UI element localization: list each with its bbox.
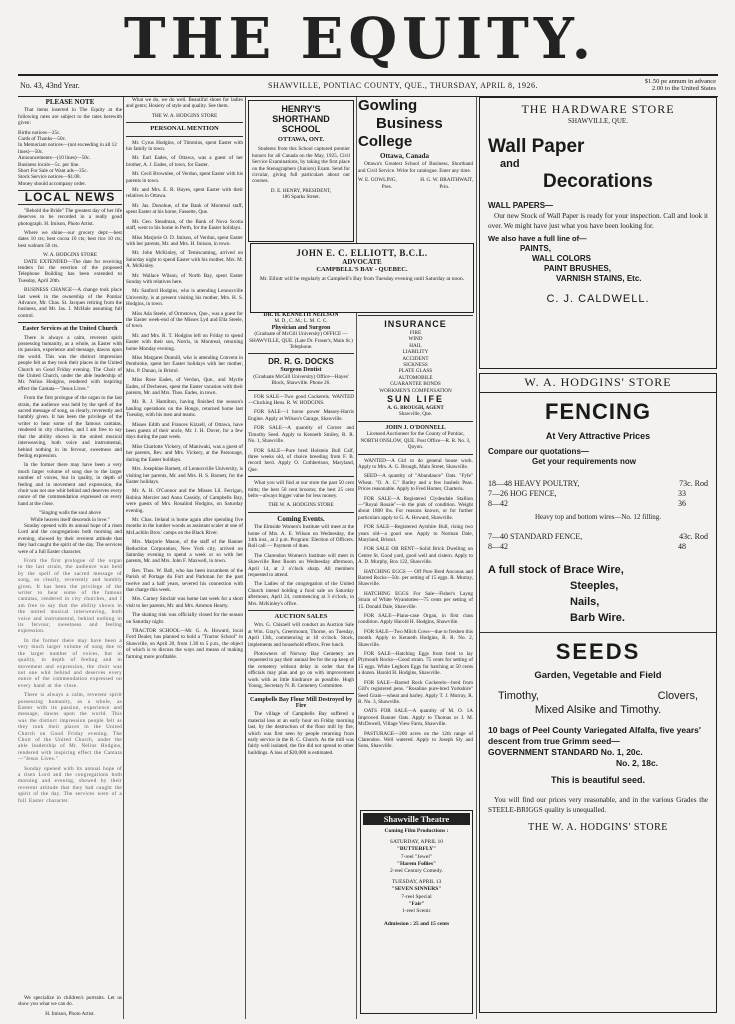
fence-price: 73c. Rod [679, 479, 708, 488]
fence-price: 48 [678, 542, 686, 551]
classified-ad: HATCHING EGGS For Sale—Fisher's Layng Strain of White Wyandottes—75 cents per setting of 15. Donald Dale, Shawville. [358, 590, 473, 610]
theatre-film-detail: 2-reel Century Comedy. [390, 868, 443, 875]
insurance-heading: INSURANCE [384, 319, 447, 329]
news-item: DATE EXTENDED—The date for receiving tenders for the erection of the proposed Telephone Building has been extended to Tuesday, April 20th. [18, 258, 122, 284]
full-line-label: We also have a full line of— [488, 234, 587, 243]
shawville-theatre-ad [360, 810, 473, 1014]
article-paragraph: From the first prologue of the organ to the last strain, the audience was held by the spell of the sacred message of song, so clearly, reverently and humbly given. It has been the privilege of the writer to hear some of the famous cantatas, rendered in city churches, and I am free to say that the ability shown in the united musical interweaving, both voice and instrumental, behind nothing in its fervour, sweetness and feeling expression. [18, 395, 122, 459]
personal-item: Mr. Cyrus Hodgins, of Timmins, spent Easter with his family in town. [126, 139, 243, 153]
gowling-title-3: College [358, 133, 413, 150]
insurance-type: AUTOMOBILE [398, 374, 433, 381]
issue-number: No. 43, 43nd Year. [20, 81, 80, 90]
event-item: The Clarendon Women's Institute will meet in Shawville Rest Room on Wednesday afternoon, April 14, at 2 o'clock sharp. All members requested to attend. [248, 552, 354, 578]
subscription-rate-us: 2.00 to the United States [651, 85, 716, 92]
fence-price: 36 [678, 499, 686, 508]
store-ad-signature: THE W. A. HODGINS STORE [151, 112, 218, 119]
fence-spec: 8—42 [488, 499, 508, 508]
gowling-pres-label: Pres. [381, 183, 392, 190]
classified-ad: FOR SALE—Two good Cockerels. WANTED—Clucking Hens. R. W. HODGINS. [248, 393, 354, 407]
article-paragraph: There is always a calm, reverent spirit possessing humanity, as a whole, as Easter with its passion, experience and message, dawns upon the world. This was the distinct impression people felt as they took their places in the United Church on Good Friday evening. The Choir of the United Church, under the able leadership of Mr. Nelius Hodgins, rendered with inspiring effect the Cantata—"Jesus Lives." [18, 692, 122, 763]
gowling-place: Ottawa, Canada [380, 152, 430, 160]
article-paragraph: In the former there may have been a very much larger volume of song due to the larger number of voices, but in quality, in depth of feeling and in movement and expression, the choir was not one whit behind and deserves every ounce of the commendation expressed on every hand at the close. [18, 637, 122, 689]
easter-services-heading: Easter Services at the United Church [22, 326, 118, 333]
column-2 [126, 97, 243, 1019]
portrait-ad [18, 995, 122, 1017]
fence-price: 33 [678, 489, 686, 498]
news-item: BUSINESS CHANGE—A change took place last week in the ownership of the Pontiac Advance, Mr. Chas. St. Jacques retiring from the business, and Mr. Jas. J. McHale assuming full control. [18, 287, 122, 319]
insurance-type: PLATE GLASS [398, 368, 433, 375]
wall-papers-label: WALL PAPERS— [488, 201, 554, 210]
henrys-place: OTTAWA, ONT. [277, 136, 325, 143]
gowling-titles [358, 184, 473, 190]
poem-line: "Singing walls the soul above [39, 510, 101, 517]
coming-events-heading: Coming Events. [277, 514, 325, 523]
article-paragraph: Sunday opened with its annual hope of a risen Lord and the congregations both morning and evening, showed by their reverent attitude that they had caught the spirit of the day. The services were of a full Easter character. [18, 522, 122, 555]
alfalfa-note: 10 bags of Peel County Variegated Alfalfa, five years' descent from true Grimm seed— [488, 725, 701, 746]
caldwell-signature: C. J. CALDWELL. [546, 293, 650, 305]
column-rule [123, 97, 124, 1019]
insurance-type: ACCIDENT [402, 355, 429, 362]
nails-line: Nails, [570, 596, 600, 608]
gowling-principal: H. G. W. BRAITHWAIT, [420, 177, 473, 184]
classified-ad: FOR SALE—Two Milch Cows—due to freshen this month. Apply to Kenneth Hodgins, R. R. No. 2, Shawville. [358, 628, 473, 648]
elliott-name: JOHN E. C. ELLIOTT, B.C.L. [296, 248, 428, 258]
divider [18, 322, 122, 323]
article-paragraph: There is always a calm, reverent spirit possessing humanity, as a whole, as Easter with its passion, experience and message, dawns upon the world. This was the distinct impression people felt as they took their places in the United Church on Good Friday evening. The Choir of the United Church, under the able leadership of Mr. Nelius Hodgins, rendered with inspiring effect the Cantata—"Jesus Lives." [18, 334, 122, 392]
paint-item: PAINT BRUSHES, [544, 264, 611, 273]
neilson-info: (Graduate of McGill University) OFFICE — SHAWVILLE, QUE. (Late Dr. Fraser's, Main St.) Telephone. [249, 331, 353, 351]
theatre-film-detail: 1-reel Scenic [402, 908, 431, 915]
place-date: SHAWVILLE, PONTIAC COUNTY, QUE., THURSDAY, APRIL 8, 1926. [268, 81, 538, 90]
personal-item: Mr. Wallace Wilson, of North Bay, spent Easter Sunday with relatives here. [126, 272, 243, 285]
hodgins-store-title: W. A. HODGINS' STORE [480, 374, 716, 393]
divider [248, 353, 354, 354]
fence-row [488, 479, 708, 489]
rate-item: In Memoriam notices—(not exceeding in all 12 lines)—50c. [18, 142, 117, 155]
personal-item: Miss Marjorie O. D. Imison, of Verdun, spent Easter with her parents, Mr. and Mrs. H. Imison, in town. [126, 234, 243, 247]
classified-ad: FOR SALE—A Registered Clydesdale Stallion—"Royal Rosaie"—in the pink of condition. Weight about 1800 lbs. For reasons known, or for further particulars apply to G. A. Howard, Shawville. [358, 495, 473, 521]
elliott-role: ADVOCATE [342, 258, 382, 266]
theatre-day: SATURDAY, APRIL 10 [389, 839, 444, 846]
auction-item: Plotowners of Norway Bay Cemetery are requested to pay their annual fee for the up keep of the cemetery without delay in order that the officials may plan and go on with improvement work with as little hindrance as possible. Hugh Young, Secretary N. B. Cemetery Committee. [248, 651, 354, 690]
hardware-store-ad [479, 97, 717, 369]
docks-card [248, 357, 354, 386]
neilson-degrees: M. D., C. M.; L. M. C. C. [274, 318, 328, 325]
classified-ad: OATS FOR SALE—A quantity of M. O. 1A Improved Banner Oats. Apply to Thomas or J. M. McDowell, Village View Farm, Shawville. [358, 708, 473, 728]
theatre-film-detail: 7-reel Special [401, 893, 432, 900]
wall-paper-title: Wall Paper [488, 136, 585, 157]
fence-spec: 8—42 [488, 542, 508, 551]
classified-ad: FOR SALE OR RENT—Solid Brick Dwelling on Centre St. Good yard, good well and cistern. Apply to A. D. Murphy, Box 122, Shawville. [358, 546, 473, 566]
divider [248, 476, 354, 477]
theatre-subtitle: Coming Film Productions : [384, 828, 449, 834]
fence-spec: 7—26 HOG FENCE, [488, 489, 557, 498]
hodgins-signature: THE W. A. HODGINS' STORE [528, 822, 668, 833]
classified-ad: WANTED—A Girl to do general house work. Apply to Mrs. A. G. Brough, Main Street, Shawville. [358, 457, 473, 470]
divider [126, 136, 243, 137]
paint-item: VARNISH STAINS, Etc. [556, 274, 642, 283]
personal-item: TRACTOR SCHOOL—Mr. G. A. Howard, local Ford Dealer, has planned to hold a "Tractor School" in Shawville, on April 20, from 1.30 to 5 p.m., the object of which is to discuss the ways and means of making farming more profitable. [126, 628, 243, 660]
seeds-note: You will find our prices very reasonable, and in the various Grades the STEELE-BRIGGS quality is unequalled. [488, 796, 708, 814]
odonnell-body: Licensed Auctioneer for the County of Pontiac, NORTH ONSLOW, QUE. Post Office—R. R. No. 3, Quyon. [360, 431, 471, 451]
article-paragraph: The village of Campbells Bay suffered a material loss at an early hour on Friday morning last, by the destruction of the flour mill by fire, which was first seen by people returning from early service in the R. C. Church. As the mill was fairly well isolated, the fire did not spread to other buildings. A loss of $20,000 is estimated. [248, 711, 354, 756]
rates-intro: That items inserted in The Equity at the following rates are subject to the rates herewith given: [18, 107, 122, 127]
rate-item: Business locals—5c. per line. [18, 161, 80, 168]
personal-item: Miss Rose Eades, of Verdun, Que., and Myrtle Eades, of Dechenes, spent the Easter vacation with their parents, Mr. and Mrs. Thos. Eades, in town. [126, 377, 243, 397]
portrait-ad-signature: H. Imison, Photo Artist. [45, 1010, 95, 1017]
rate-item: Births notices—25c. [18, 129, 61, 136]
divider [358, 421, 473, 422]
local-news-heading: LOCAL NEWS [24, 190, 116, 205]
paint-item: WALL COLORS [532, 254, 591, 263]
henrys-body: Students from this School captured premier honors for all Canada on the May, 1925, Civil Service Examinations, by taking the first place on the Stenographers (Juniors) Exam. Send for circular, giving full particulars about our courses. [252, 146, 350, 185]
insurance-type: HAIL [409, 342, 422, 349]
hardware-store-place: SHAWVILLE, QUE. [568, 117, 628, 125]
fence-row [488, 499, 708, 509]
hardware-store-title: THE HARDWARE STORE [521, 102, 675, 116]
rate-item: Cards of Thanks—50c. [18, 136, 67, 143]
henrys-signature: D. E. HENRY, PRESIDENT, [270, 187, 332, 194]
classified-ad: FOR SALE—Piano-case Organ, in first class condition. Apply Harold H. Hodgins, Shawville. [358, 613, 473, 626]
personal-item: Mr. A. H. O'Connor and the Misses Lil. Ferrigan, Robina Mercier and Anna Cassidy, of Campbells Bay, were guests of Mrs. Rosalind Hodgins, on Saturday evening. [126, 488, 243, 514]
personal-item: Miss Charlotte Vickery, of Maniwaki, was a guest of her parents, Rev. and Mrs. Vickery, at the Parsonage, during the Easter holidays. [126, 443, 243, 463]
personal-item: Mr. Cecil Brownlee, of Verdun, spent Easter with his parents in town. [126, 171, 243, 184]
gowling-ad [358, 97, 473, 235]
classified-ad: PASTURAGE—200 acres on the 12th range of Clarendon. Well watered. Apply to Joseph Sly and Sons, Shawville. [358, 730, 473, 750]
divider [480, 632, 716, 633]
insurance-agent: A. G. BROUGH, AGENT [387, 405, 444, 412]
article-paragraph: In the former there may have been a very much larger volume of song due to the larger number of voices, but in quality, in depth of feeling and in movement and expression, the choir was not one whit behind and deserves every ounce of the commendation expressed on every hand at the close. [18, 462, 122, 507]
column-3-lower [248, 312, 354, 1019]
personal-mention-heading: PERSONAL MENTION [150, 125, 219, 133]
poem-line: While heaven itself descends in love." [30, 516, 110, 523]
divider [248, 693, 354, 694]
wall-paper-and: and [500, 158, 520, 170]
government-standard-1: GOVERNMENT STANDARD No. 1, 20c. [488, 747, 643, 757]
personal-item: Mr. Chas. Ireland is home again after spending five months in the lumber woods as assistant scaler at one of McLachlin Bros.' camps on the Black River. [126, 516, 243, 536]
insurance-ad [358, 319, 473, 418]
portrait-ad-text: We specialize in children's portraits. Let us show you what we can do. [18, 994, 122, 1008]
rates-list [18, 130, 122, 188]
gowling-body: Ottawa's Greatest School of Business, Shorthand and Civil Service. Write for catalogue. Enter any time. [358, 161, 473, 174]
docks-info: (Graduate McGill University) Office—Hayes' Block, Shawville. Phone 26. [253, 373, 349, 387]
government-standard-2: No. 2, 18c. [616, 758, 659, 768]
classified-ad: FOR SALE—1 horse power Massey-Harris Engine. Apply at Wilson's Garage, Shawville. [248, 409, 354, 422]
divider [358, 315, 473, 316]
personal-item: Misses Edith and Frances Kizzell, of Ottawa, have been guests of their uncle, Mr. J. H. Dover, for a few days during the past week. [126, 421, 243, 441]
odonnell-name: JOHN J. O'DONNELL [385, 424, 446, 431]
fence-note: Heavy top and bottom wires—No. 12 filling. [535, 513, 661, 521]
insurance-type: FIRE [409, 330, 422, 336]
classified-ad: FOR SALE—Hatching Eggs from bred to lay Plymouth Rocks—Good strain. 75 cents for setting of 15 eggs. White Leghorn Eggs for hatching at 50 cents a dozen. Harold H. Hodgins, Shawville. [358, 651, 473, 677]
theatre-film: "BUTTERFLY" [396, 846, 437, 853]
divider [248, 512, 354, 513]
docks-name: DR. R. G. DOCKS [268, 357, 334, 367]
store-ad: What you will find at our store the past 50 cent mitts; the best 50 cent brooms; the best 25 cent belts—always bigger value for less money. [248, 480, 354, 499]
column-rule [356, 97, 357, 1019]
brace-wire-line: A full stock of Brace Wire, [488, 564, 624, 576]
personal-item: Mr. Sanford Hodgins, who is attending Lennoxville University, is at present visiting his mother, Mrs. H. S. Hodgins, in town. [126, 288, 243, 308]
column-5 [479, 97, 717, 1019]
please-note-heading: PLEASE NOTE [45, 98, 95, 106]
flour-mill-heading: Campbells Bay Flour Mill Destroyed by Fire [250, 696, 352, 709]
personal-item: Miss Ada Steele, of Ormstown, Que., was a guest for the Easter week-end of the Misses Lyd and Ella Steele, of town. [126, 310, 243, 330]
personal-item: Mr. Earl Eades, of Ottawa, was a guest of her brother, A. J. Eades, of town, for Easter. [126, 155, 243, 168]
neilson-name: DR. H. KENNETH NEILSON [263, 312, 339, 318]
divider [248, 390, 354, 391]
compare-quotations: Compare our quotations— [488, 447, 589, 456]
seed-item-mixed: Mixed Alsike and Timothy. [534, 704, 662, 716]
insurance-type: SICKNESS [403, 362, 428, 369]
fencing-title: FENCING [545, 399, 651, 424]
masthead-title: THE EQUITY. [123, 6, 597, 72]
rate-item: Announcements—(10 lines)—50c. [18, 155, 91, 162]
henrys-address: 186 Sparks Street. [282, 194, 320, 201]
store-ad: What we do, we do well. Beautiful shoes for ladies and gents; Hosiery of style and quality. See them. [126, 97, 243, 110]
event-item: The Ladies of the congregation of the United Church intend holding a food sale on Saturday afternoon, April 24, commencing at 3 o'clock, in Mrs. McKinley's office. [248, 581, 354, 607]
fencing-subtitle: At Very Attractive Prices [545, 431, 651, 441]
personal-item: Rev. Thos. W. Ball, who has been incumbent of the Parish of Portage du Fort and Parkman for the past twelve and a half years, severed his connection with that charge this week. [126, 567, 243, 593]
elliott-place: CAMPBELL'S BAY - QUEBEC. [316, 266, 408, 273]
paint-item: PAINTS, [520, 244, 551, 253]
insurance-type: WIND [408, 336, 423, 343]
neilson-role: Physician and Surgeon [271, 324, 331, 331]
seeds-subtitle: Garden, Vegetable and Field [534, 670, 662, 681]
subscription-rates [645, 78, 716, 92]
rate-item: Stock Service notices—$1.00. [18, 174, 81, 181]
store-ad-signature: THE W. A. HODGINS STORE [268, 502, 334, 509]
gowling-president: W. E. GOWLING, [358, 177, 397, 184]
theatre-film: "SEVEN SINNERS" [391, 886, 442, 893]
henrys-subtitle: SHORTHAND SCHOOL [272, 114, 330, 134]
docks-role: Surgeon Dentist [280, 367, 322, 374]
theatre-film: "Harem Follies" [396, 860, 437, 867]
column-rule [245, 97, 246, 1019]
insurance-type: GUARANTEE BONDS [390, 381, 441, 388]
seed-item: Clovers, [657, 690, 698, 702]
fence-spec: 7—40 STANDARD FENCE, [488, 532, 583, 541]
classified-ad: FOR SALE—Pure bred Holstein Bull Calf, three weeks old, of choice breeding from F. B. record herd. Apply O. Cuthbertson, Maryland, Que. [248, 447, 354, 473]
rate-item: Short For Sale or Want ads—35c. [18, 168, 88, 175]
theatre-day: TUESDAY, APRIL 13 [391, 879, 442, 886]
steeples-line: Steeples, [570, 580, 619, 592]
gowling-title-1: Gowling [358, 97, 418, 114]
column-rule [476, 97, 477, 1019]
personal-item: Miss Margaret Dunnill, who is attending Convent in Pembroke, spent her Easter holidays with her mother, Mrs. P. Dunan, in Bristol. [126, 355, 243, 374]
auction-sales-heading: AUCTION SALES [274, 613, 328, 621]
personal-item: Mr. Geo. Steadman, of the Bank of Nova Scotia staff, went to his home in Perth, for the Easter holidays. [126, 218, 243, 232]
news-item: "Behold the Bride" The greatest day of her life deserves to be recorded in a really good photograph. H. Imison, Photo Artist. [18, 207, 122, 227]
column-1 [18, 97, 122, 1019]
classified-ad: SEED—A quantity of "Abundance" Oats. "Fyfe" Wheat. "O. A. C." Barley and a few bushels Peas. Prices reasonable. Apply to Fred Homer, Charteris. [358, 473, 473, 493]
seed-item: Timothy, [498, 690, 539, 702]
article-paragraph: From the first prologue of the organ to the last strain, the audience was held by the spell of the sacred message of song, so clearly, reverently and humbly given. It has been the privilege of the writer to hear some of the famous cantatas, rendered in city churches, and I am free to say that the ability shown in the united musical interweaving, both voice and instrumental, behind nothing in its fervour, sweetness and feeling expression. [18, 558, 122, 635]
theatre-film: "Fair" [408, 900, 425, 907]
insurance-type: WORKMEN'S COMPENSATION [379, 387, 452, 394]
personal-item: Mrs. Josephine Barnett, of Lennoxville University, is visiting her parents, Mr. and Mrs. H. S. Barnett, for the Easter holidays. [126, 466, 243, 485]
insurance-type: LIABILITY [402, 349, 429, 356]
personal-item: Mr. and Mrs. E. R. Hayes, spent Easter with their relatives in Ottawa. [126, 187, 243, 200]
seed-row [488, 689, 708, 703]
personal-item: Mr. Jas. Donohue, of the Bank of Montreal staff, spent Easter at his home, Fassette, Que. [126, 202, 243, 216]
theatre-film-detail: 7-reel "Jewel" [400, 853, 433, 860]
classified-ad: HATCHING EGGS — Off Pure Bred Anconas and Barred Rocks—50c. per setting of 15 eggs. R. Murray, Shawville. [358, 568, 473, 588]
insurance-place: Shawville, Que. [398, 411, 433, 418]
divider [126, 122, 243, 123]
get-requirements: Get your requirements now [532, 457, 637, 466]
classified-ad: FOR SALE—A quantity of Corner and Timothy Seed. Apply to Kenneth Smiley, R. R. No. 1, Shawville. [248, 425, 354, 445]
fence-spec: 18—48 HEAVY POULTRY, [488, 479, 580, 488]
henrys-shorthand-ad [248, 100, 354, 242]
gowling-title-2: Business [376, 115, 443, 132]
theatre-title: Shawville Theatre [363, 813, 470, 825]
divider [358, 454, 473, 455]
fence-row [488, 489, 708, 499]
article-paragraph: Sunday opened with its annual hope of a risen Lord and the congregations both morning and evening, showed by their reverent attitude that they had caught the spirit of the day. The services were of a full Easter character. [18, 765, 122, 804]
personal-item: The skating rink was officially closed for the season on Saturday night. [126, 612, 243, 625]
rate-item: Money should accompany order. [18, 180, 86, 187]
news-signature: W. A. HODGINS STORE [42, 252, 98, 259]
personal-item: Mr. R. J. Hamilton, having finished the season's hauling operations on the Hongo, returned home last Tuesday, with his men and teams. [126, 399, 243, 419]
beautiful-seed: This is beautiful seed. [550, 775, 646, 785]
subscription-rate-canada: $1.50 pe annum in advance [644, 78, 716, 85]
elliott-note: Mr. Elliott will be regularly at Campbell's Bay from Tuesday evening until Saturday at noon. [259, 276, 465, 282]
auction-item: Wm. G. Chisnell will conduct an Auction Sale at Wm. Gray's, Greermount, Thorne, on Tuesday, April 13th, commencing at 10 o'clock. Stock, implements and household effects. Free lunch. [248, 622, 354, 648]
hodgins-store-ad [479, 373, 717, 1013]
odonnell-card [358, 425, 473, 451]
wall-paper-body: Our new Stock of Wall Paper is ready for your inspection. Call and look it over. We might have just what you have been looking for. [488, 212, 708, 230]
insurance-company: SUN LIFE [386, 394, 444, 405]
dateline [18, 74, 718, 97]
personal-item: Mrs. Marjorie Mason, of the staff of the Banner Reduction Corporation, New York city, arrived on Saturday evening to spend a week or so with her parents, Mr. and Mrs. John F. Maxwell, in town. [126, 539, 243, 565]
fence-price: 43c. Rod [679, 532, 708, 541]
henrys-title: HENRY'S [281, 104, 321, 114]
theatre-admission: Admission : 25 and 15 cents [383, 921, 450, 928]
personal-item: Mr. and Mrs. R. T. Hodgins left on Friday to spend Easter with their son, Norris, in Montreal, returning home Monday evening. [126, 332, 243, 352]
gowling-prin-label: Prin. [439, 183, 450, 190]
classified-ad: FOR SALE—Registered Ayrshire Bull, rising two years old—a good one. Apply to Norman Dale, Maryland, Bristol. [358, 524, 473, 543]
divider [248, 610, 354, 611]
personal-item: Mr. John McKinley, of Temiscaming, arrived on Saturday night to spend Easter with his mother, Mrs. M. A. McKinley. [126, 250, 243, 270]
neilson-card [248, 312, 354, 350]
decorations-title: Decorations [543, 171, 653, 192]
barb-wire-line: Barb Wire. [570, 612, 625, 624]
classified-ad: FOR SALE—Barred Rock Cockerels—bred from Gill's registered pens. "Rosaline pure-bred Yorkshire" Seed Grain—wheat and barley. Apply T. J. Murray, R. R. No. 3, Shawville. [358, 679, 473, 705]
seeds-title: SEEDS [555, 639, 641, 664]
event-item: The Elmside Women's Institute will meet at the home of Mrs. A. E. Wilson on Wednesday, the 14th inst., at 2 p.m. Program: Election of Officers. Roll call — Payment of dues. [248, 524, 354, 550]
fence-row [488, 542, 708, 552]
fence-row [488, 532, 708, 542]
news-item: Where we shine—our grocery dept:—best dates 10 cts; best cocoa 10 cts; best rice 10 cts; best walnuts 50 cts. [18, 229, 122, 249]
personal-item: Mrs. Carney Sinclair was home last week for a short visit to her parents, Mr. and Mrs. Ammon Hearty. [126, 596, 243, 609]
